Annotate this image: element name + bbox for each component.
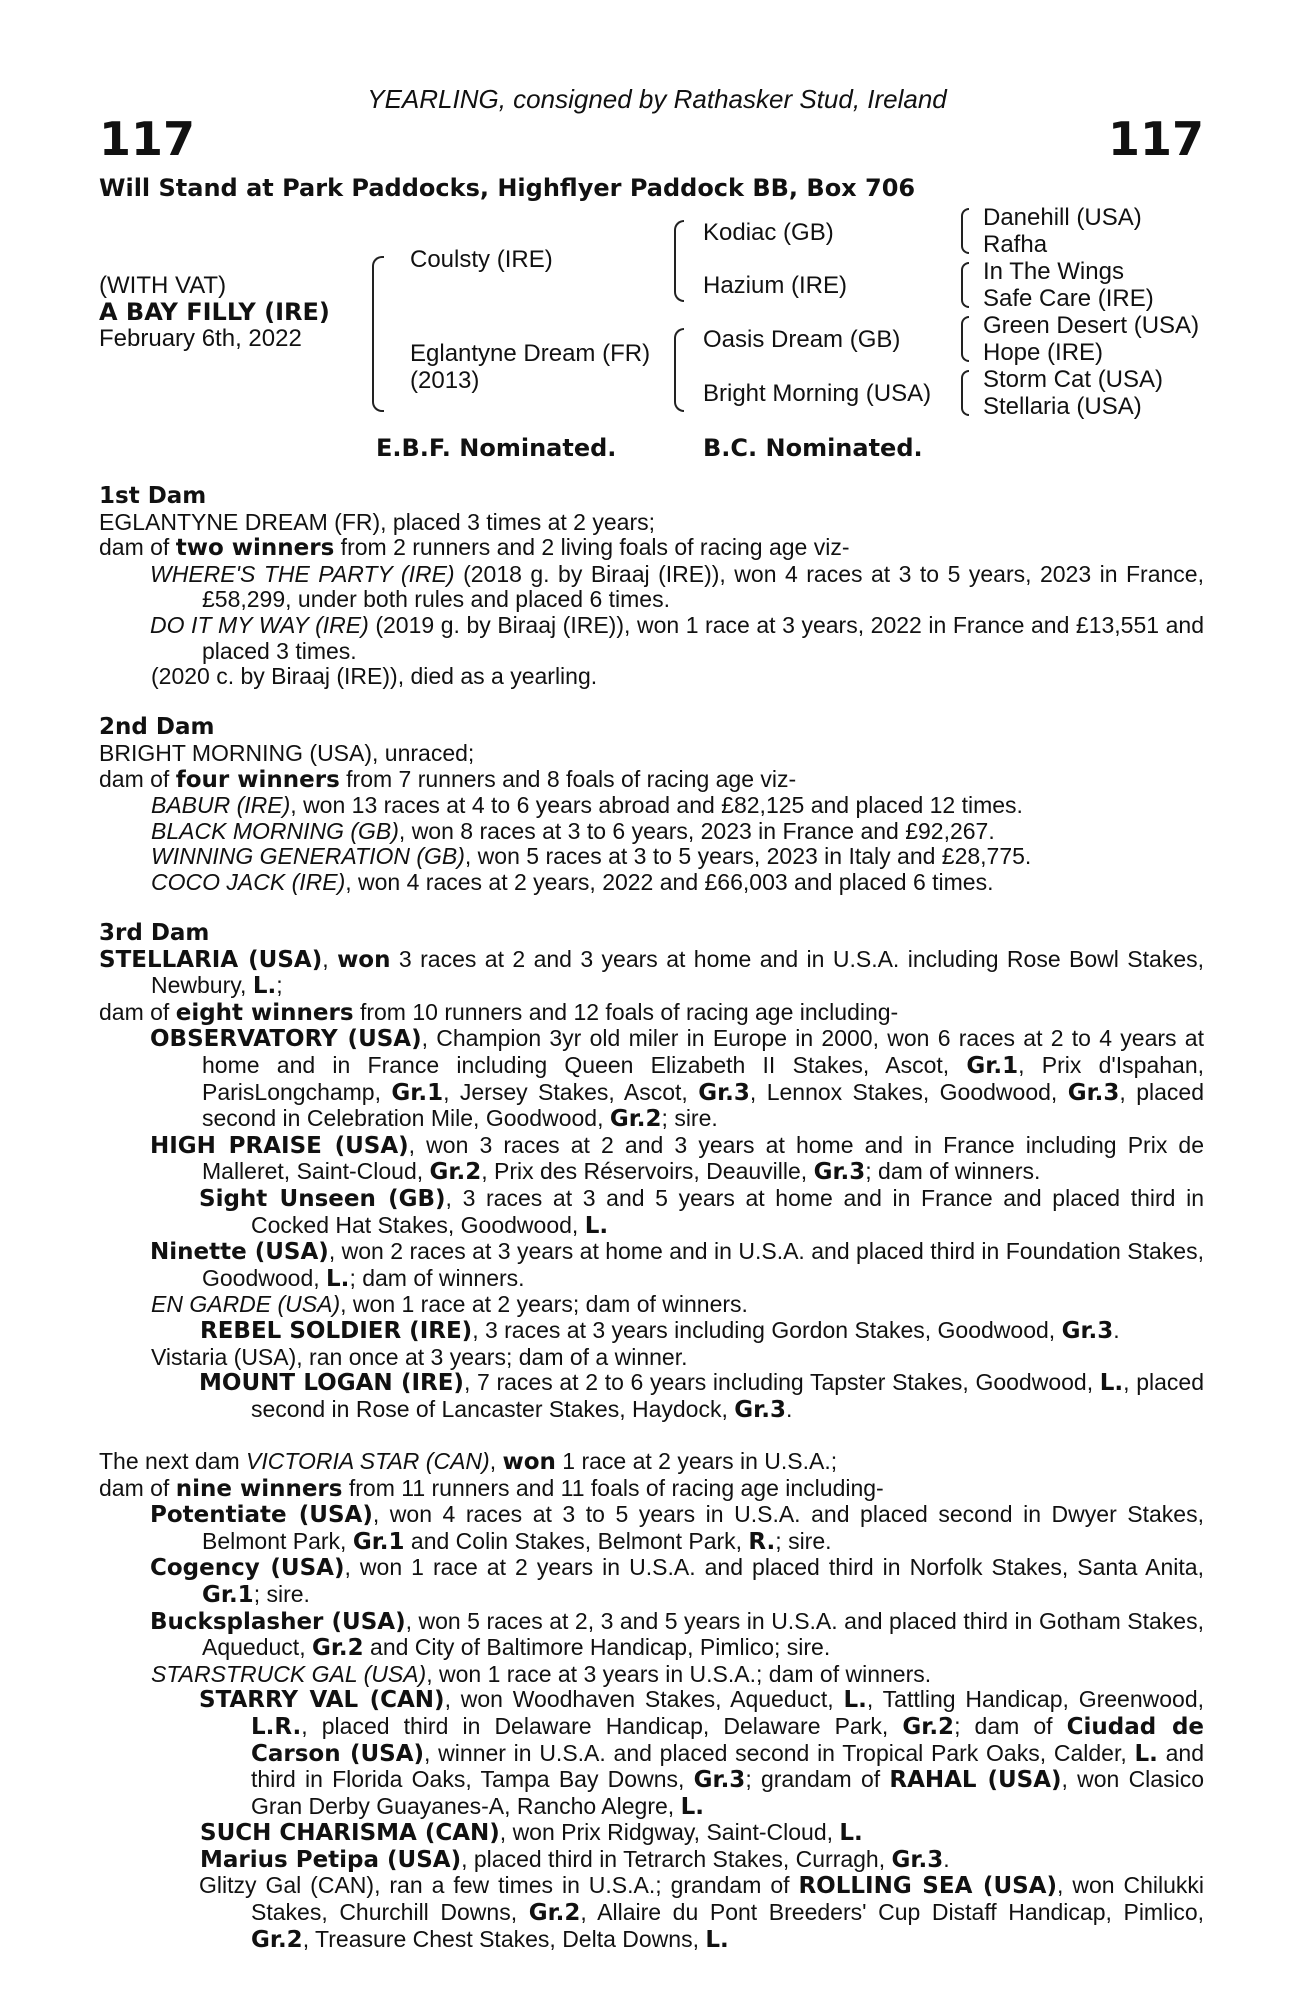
dam3-dam-of: dam of eight winners from 10 runners and 12 foals of racing age including- <box>99 998 899 1026</box>
lot-number-left: 117 <box>99 112 196 166</box>
pedigree-dam: Eglantyne Dream (FR) <box>410 340 651 367</box>
dam3-high-praise: HIGH PRAISE (USA), won 3 races at 2 and 3 years at home and in France including Prix de Malleret, Saint-Cloud, Gr.2, Prix des Réservoirs, Deauville, Gr.3; dam of winners. <box>150 1131 1205 1186</box>
pedigree-sds: In The Wings <box>983 258 1124 285</box>
pedigree-bracket-dam <box>674 328 684 412</box>
nextdam-cogency: Cogency (USA), won 1 race at 2 years in U.S.A. and placed third in Norfolk Stakes, Santa Anita, Gr.1; sire. <box>150 1554 1204 1608</box>
pedigree-bracket-sd <box>961 262 969 308</box>
lot-number-right: 117 <box>1107 112 1204 166</box>
dam2-runner-4: COCO JACK (IRE), won 4 races at 2 years, 2022 and £66,003 and placed 6 times. <box>151 868 994 895</box>
dam3-heading: 3rd Dam <box>99 920 210 947</box>
pedigree-dam-sire: Oasis Dream (GB) <box>703 326 901 353</box>
nextdam-line: The next dam VICTORIA STAR (CAN), won 1 race at 2 years in U.S.A.; <box>99 1447 838 1475</box>
pedigree-bracket-dd <box>961 370 969 416</box>
horse-name: A BAY FILLY (IRE) <box>99 298 330 326</box>
nextdam-potentiate: Potentiate (USA), won 4 races at 3 to 5 years in U.S.A. and placed second in Dwyer Stakes, Belmont Park, Gr.1 and Colin Stakes, Belmont Park, R.; sire. <box>150 1501 1204 1555</box>
dam1-runner-1: WHERE'S THE PARTY (IRE) (2018 g. by Biraaj (IRE)), won 4 races at 3 to 5 years, 2023 in France, £58,299, under both rules and placed 6 times. <box>150 560 1204 613</box>
dam1-runner-3: (2020 c. by Biraaj (IRE)), died as a yearling. <box>151 663 598 690</box>
dam1-heading: 1st Dam <box>99 483 207 509</box>
dam3-mount-logan: MOUNT LOGAN (IRE), 7 races at 2 to 6 years including Tapster Stakes, Goodwood, L., placed second in Rose of Lancaster Stakes, Haydock, Gr.3. <box>199 1369 1204 1423</box>
page-subtitle: YEARLING, consigned by Rathasker Stud, Ireland <box>367 84 947 114</box>
dam1-runner-2: DO IT MY WAY (IRE) (2019 g. by Biraaj (IRE)), won 1 race at 3 years, 2022 in France and £13,551 and placed 3 times. <box>150 611 1204 664</box>
pedigree-sdd: Safe Care (IRE) <box>983 285 1154 312</box>
nextdam-bucksplasher: Bucksplasher (USA), won 5 races at 2, 3 and 5 years in U.S.A. and placed third in Gotham Stakes, Aqueduct, Gr.2 and City of Baltimore Handicap, Pimlico; sire. <box>150 1607 1204 1662</box>
vat-note: (WITH VAT) <box>99 272 227 299</box>
pedigree-dam-dam: Bright Morning (USA) <box>703 380 932 407</box>
dam3-vistaria: Vistaria (USA), ran once at 3 years; dam of a winner. <box>151 1343 688 1370</box>
pedigree-sss: Danehill (USA) <box>983 204 1142 231</box>
dam2-runner-1: BABUR (IRE), won 13 races at 4 to 6 years abroad and £82,125 and placed 12 times. <box>151 792 1023 819</box>
pedigree-bracket-ss <box>961 208 969 254</box>
dam2-dam-of: dam of four winners from 7 runners and 8 foals of racing age viz- <box>99 765 797 793</box>
dam1-dam-of: dam of two winners from 2 runners and 2 living foals of racing age viz- <box>99 534 850 562</box>
dam3-rebel-soldier: REBEL SOLDIER (IRE), 3 races at 3 years including Gordon Stakes, Goodwood, Gr.3. <box>200 1317 1120 1344</box>
dam3-sight-unseen: Sight Unseen (GB), 3 races at 3 and 5 years at home and in France and placed third in Cocked Hat Stakes, Goodwood, L. <box>199 1185 1204 1239</box>
dam2-runner-3: WINNING GENERATION (GB), won 5 races at 3 to 5 years, 2023 in Italy and £28,775. <box>151 843 1032 870</box>
nextdam-starry-val: STARRY VAL (CAN), won Woodhaven Stakes, Aqueduct, L., Tattling Handicap, Greenwood, L.R., placed third in Delaware Handicap, Delaware Park, Gr.2; dam of Ciudad de Carson (USA), winner in U.S.A. and placed second in Tropical Park Oaks, Calder, L. and third in Florida Oaks, Tampa Bay Downs, Gr.3; grandam of RAHAL (USA), won Clasico Gran Derby Guayanes-A, Rancho Alegre, L. <box>199 1686 1205 1820</box>
horse-dob: February 6th, 2022 <box>99 325 302 352</box>
pedigree-bracket-sire <box>674 220 684 302</box>
nextdam-dam-of: dam of nine winners from 11 runners and 11 foals of racing age including- <box>99 1474 884 1502</box>
pedigree-sire-dam: Hazium (IRE) <box>703 272 848 299</box>
catalogue-body <box>99 484 1204 1953</box>
nextdam-marius-petipa: Marius Petipa (USA), placed third in Tetrarch Stakes, Curragh, Gr.3. <box>200 1845 950 1873</box>
dam3-observatory: OBSERVATORY (USA), Champion 3yr old miler in Europe in 2000, won 6 races at 2 to 4 years at home and in France including Queen Elizabeth II Stakes, Ascot, Gr.1, Prix d'Ispahan, ParisLongchamp, Gr.1, Jersey Stakes, Ascot, Gr.3, Lennox Stakes, Goodwood, Gr.3, placed second in Celebration Mile, Goodwood, Gr.2; sire. <box>150 1025 1204 1133</box>
dam2-line: BRIGHT MORNING (USA), unraced; <box>99 739 475 766</box>
dam1-line: EGLANTYNE DREAM (FR), placed 3 times at 2 years; <box>99 508 655 535</box>
pedigree-bracket-1 <box>372 256 384 412</box>
nextdam-glitzy-gal: Glitzy Gal (CAN), ran a few times in U.S.A.; grandam of ROLLING SEA (USA), won Chilukki Stakes, Churchill Downs, Gr.2, Allaire du Pont Breeders' Cup Distaff Handicap, Pimlico, Gr.2, Treasure Chest Stakes, Delta Downs, L. <box>199 1872 1204 1953</box>
pedigree-dss: Green Desert (USA) <box>983 312 1200 339</box>
pedigree-dsd: Hope (IRE) <box>983 339 1104 366</box>
bc-nomination: B.C. Nominated. <box>703 434 923 462</box>
pedigree-sire-sire: Kodiac (GB) <box>703 219 834 246</box>
nextdam-starstruck-gal: STARSTRUCK GAL (USA), won 1 race at 3 years in U.S.A.; dam of winners. <box>151 1660 932 1687</box>
stand-location: Will Stand at Park Paddocks, Highflyer Paddock BB, Box 706 <box>99 174 916 202</box>
pedigree-sire: Coulsty (IRE) <box>410 246 553 273</box>
dam2-runner-2: BLACK MORNING (GB), won 8 races at 3 to 6 years, 2023 in France and £92,267. <box>151 817 995 844</box>
dam3-en-garde: EN GARDE (USA), won 1 race at 2 years; dam of winners. <box>151 1291 748 1318</box>
pedigree-ssd: Rafha <box>983 231 1048 258</box>
pedigree-ddd: Stellaria (USA) <box>983 393 1142 420</box>
pedigree-dam-year: (2013) <box>410 367 480 394</box>
nextdam-such-charisma: SUCH CHARISMA (CAN), won Prix Ridgway, Saint-Cloud, L. <box>200 1819 863 1847</box>
pedigree-dds: Storm Cat (USA) <box>983 366 1164 393</box>
dam3-line: STELLARIA (USA), won 3 races at 2 and 3 years at home and in U.S.A. including Rose Bowl Stakes, Newbury, L.; <box>99 945 1205 1000</box>
pedigree-bracket-ds <box>961 316 969 362</box>
ebf-nomination: E.B.F. Nominated. <box>376 434 617 462</box>
dam2-heading: 2nd Dam <box>99 714 215 741</box>
dam3-ninette: Ninette (USA), won 2 races at 3 years at home and in U.S.A. and placed third in Foundation Stakes, Goodwood, L.; dam of winners. <box>150 1238 1204 1292</box>
